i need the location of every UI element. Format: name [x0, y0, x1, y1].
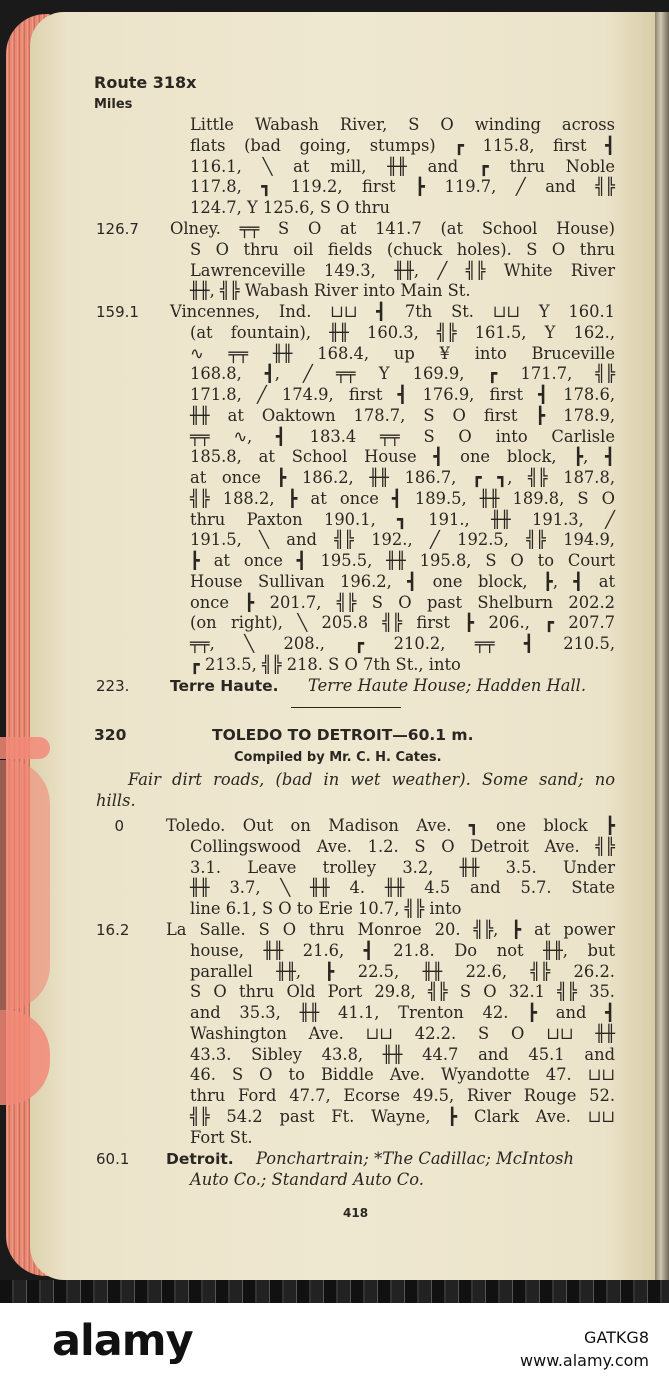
text-line: Vincennes, Ind. ⊔⊔ ┫ 7th St. ⊔⊔ Y 160.1 [170, 302, 615, 321]
text-line: 185.8, at School House ┫ one block, ┣, ┫ [190, 447, 615, 467]
text-line: 117.8, ┓ 119.2, first ┣ 119.7, ╱ and ╣╠ [190, 177, 615, 197]
text-line: S O thru Old Port 29.8, ╣╠ S O 32.1 ╣╠ 35. [190, 982, 615, 1002]
mileage-olney: 126.7 [96, 220, 139, 238]
road-conditions [128, 770, 615, 791]
gutter-strip [655, 12, 669, 1280]
text-line: ∿ ╤╤ ╫╫ 168.4, up ¥ into Bruceville [190, 343, 615, 363]
text-line: 43.3. Sibley 43.8, ╫╫ 44.7 and 45.1 and [190, 1044, 615, 1064]
text-line: 46. S O to Biddle Ave. Wyandotte 47. ⊔⊔ [190, 1065, 615, 1085]
text-line: Fort St. [190, 1127, 253, 1147]
text-line: La Salle. S O thru Monroe 20. ╣╠, ┣ at power [166, 920, 615, 939]
site-url: www.alamy.com [520, 1351, 649, 1370]
place-detroit: Detroit. [166, 1150, 234, 1168]
mileage-lasalle: 16.2 [96, 921, 130, 939]
text-line: parallel ╫╫, ┣ 22.5, ╫╫ 22.6, ╣╠ 26.2. [190, 961, 615, 981]
compiled-by: Compiled by Mr. C. H. Cates. [234, 750, 442, 765]
image-id-code: GATKG8 [584, 1328, 649, 1347]
miles-header: Miles [94, 97, 133, 112]
text-line: (at fountain), ╫╫ 160.3, ╣╠ 161.5, Y 162., [190, 322, 615, 342]
mileage-terre-haute: 223. [96, 677, 130, 695]
text-line: Toledo. Out on Madison Ave. ┓ one block ┣ [166, 816, 615, 835]
text-line: Collingswood Ave. 1.2. S O Detroit Ave. ╣╠ [190, 836, 615, 856]
text-line: ┣ at once ┫ 195.5, ╫╫ 195.8, S O to Court [190, 551, 615, 570]
text-line: ╤╤ ∿, ┫ 183.4 ╤╤ S O into Carlisle [190, 426, 615, 446]
image-id [520, 1326, 649, 1372]
hotels-terre-haute: Terre Haute House; Hadden Hall. [308, 676, 587, 695]
route-number: 320 [94, 726, 127, 744]
mileage-detroit: 60.1 [96, 1150, 130, 1168]
text-line: ╫╫, ╣╠ Wabash River into Main St. [190, 281, 471, 301]
text-line: once ┣ 201.7, ╣╠ S O past Shelburn 202.2 [190, 592, 615, 612]
road-conditions-cont: hills. [96, 791, 136, 810]
route-header: Route 318x [94, 73, 197, 92]
mileage-toledo: 0 [114, 817, 124, 835]
entry-toledo [166, 816, 615, 920]
entry-olney [170, 219, 615, 302]
text-line: flats (bad going, stumps) ┏ 115.8, first ┫ [190, 135, 615, 155]
thumb-index-mark [0, 737, 50, 759]
text-line: ╣╠ 188.2, ┣ at once ┫ 189.5, ╫╫ 189.8, S O [190, 488, 615, 508]
entry-vincennes [170, 302, 615, 676]
text-line: Olney. ╤╤ S O at 141.7 (at School House) [170, 219, 615, 238]
text-line: house, ╫╫ 21.6, ┫ 21.8. Do not ╫╫, but [190, 940, 615, 960]
route-title: TOLEDO TO DETROIT—60.1 m. [212, 726, 474, 744]
section-divider [291, 707, 401, 708]
page-number: 418 [343, 1206, 369, 1220]
text-line: ╫╫ 3.7, ╲ ╫╫ 4. ╫╫ 4.5 and 5.7. State [190, 878, 615, 898]
text-line: Washington Ave. ⊔⊔ 42.2. S O ⊔⊔ ╫╫ [190, 1023, 615, 1043]
text-line: ╣╠ 54.2 past Ft. Wayne, ┣ Clark Ave. ⊔⊔ [190, 1106, 615, 1126]
mileage-vincennes: 159.1 [96, 303, 139, 321]
thumb-index-mark [0, 760, 50, 1010]
text-line: ┏ 213.5, ╣╠ 218. S O 7th St., into [190, 654, 461, 674]
text-line: Fair dirt roads, (bad in wet weather). Some sand; no [128, 770, 615, 789]
text-line: thru Ford 47.7, Ecorse 49.5, River Rouge 52. [190, 1086, 615, 1105]
text-line: 171.8, ╱ 174.9, first ┫ 176.9, first ┫ 178.6, [190, 385, 615, 404]
entry-lasalle [166, 920, 615, 1148]
alamy-logo: alamy [52, 1316, 193, 1366]
hotels-detroit-cont: Auto Co.; Standard Auto Co. [190, 1170, 424, 1189]
route318-intro [190, 115, 615, 219]
text-line: Lawrenceville 149.3, ╫╫, ╱ ╣╠ White River [190, 260, 615, 280]
text-line: at once ┣ 186.2, ╫╫ 186.7, ┏ ┓, ╣╠ 187.8, [190, 468, 615, 487]
text-line: 116.1, ╲ at mill, ╫╫ and ┏ thru Noble [190, 156, 615, 176]
text-line: 168.8, ┫, ╱ ╤╤ Y 169.9, ┏ 171.7, ╣╠ [190, 364, 615, 384]
text-line: S O thru oil fields (chuck holes). S O thru [190, 239, 615, 259]
text-line: Little Wabash River, S O winding across [190, 115, 615, 134]
hotels-detroit: Ponchartrain; *The Cadillac; McIntosh [256, 1149, 574, 1168]
text-line: ╫╫ at Oaktown 178.7, S O first ┣ 178.9, [190, 405, 615, 425]
text-line: line 6.1, S O to Erie 10.7, ╣╠ into [190, 899, 462, 918]
text-line: 3.1. Leave trolley 3.2, ╫╫ 3.5. Under [190, 857, 615, 877]
text-line: 124.7, Y 125.6, S O thru [190, 198, 390, 217]
text-line: ╤╤, ╲ 208., ┏ 210.2, ╤╤ ┫ 210.5, [190, 634, 615, 653]
text-line: and 35.3, ╫╫ 41.1, Trenton 42. ┣ and ┫ [190, 1003, 615, 1022]
place-terre-haute: Terre Haute. [170, 677, 279, 695]
text-line: House Sullivan 196.2, ┫ one block, ┣, ┫ at [190, 571, 615, 591]
text-line: 191.5, ╲ and ╣╠ 192., ╱ 192.5, ╣╠ 194.9, [190, 530, 615, 550]
text-line: thru Paxton 190.1, ┓ 191., ╫╫ 191.3, ╱ [190, 509, 615, 529]
page-edge-band [0, 1280, 669, 1303]
text-line: (on right), ╲ 205.8 ╣╠ first ┣ 206., ┏ 207.7 [190, 613, 615, 633]
